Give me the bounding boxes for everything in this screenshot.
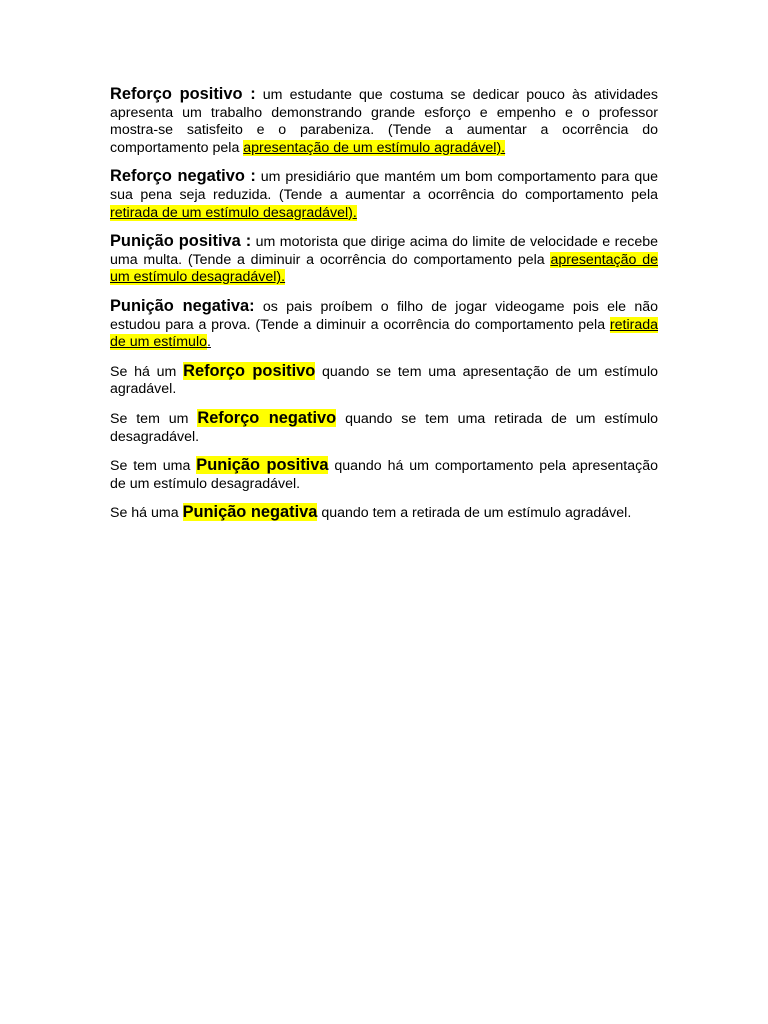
example-text: os pais proíbem o filho de jogar videogame pois ele não estudou para a prova. (Tende a diminuir a ocorrência do comportamento pela — [110, 298, 659, 333]
highlighted-text: retirada de um estímulo — [110, 316, 658, 351]
summary-rest-text: quando há um comportamento pela apresentação de um estímulo desagradável. — [110, 458, 658, 492]
term-label: Reforço positivo : — [110, 85, 256, 103]
summary-lead-text: Se tem uma — [110, 458, 197, 475]
summary-term-highlight: Punição negativa — [182, 503, 318, 522]
summary-reforco-positivo — [110, 363, 658, 399]
summary-punicao-positiva — [110, 457, 658, 493]
summary-rest-text: quando se tem uma apresentação de um estímulo agradável. — [110, 363, 658, 398]
summary-term-highlight: Reforço positivo — [183, 361, 316, 380]
summary-rest-text: quando tem a retirada de um estímulo agradável. — [317, 505, 632, 522]
definition-punicao-negativa — [110, 298, 658, 352]
highlighted-text: apresentação de um estímulo desagradável). — [110, 251, 658, 286]
summary-lead-text: Se há um — [110, 363, 184, 380]
summary-term-highlight: Punição positiva — [196, 456, 329, 475]
summary-term-highlight: Reforço negativo — [197, 408, 337, 427]
example-text: um estudante que costuma se dedicar pouco às atividades apresenta um trabalho demonstrando grande esforço e empenho e o professor mostra-se satisfeito e o parabeniza. (Tende a aumentar a ocorrência do comportamento pela — [110, 87, 658, 156]
definition-reforco-negativo — [110, 168, 658, 222]
summary-punicao-negativa — [110, 504, 658, 523]
summary-lead-text: Se há uma — [110, 505, 183, 522]
term-label: Punição negativa: — [110, 296, 255, 315]
summary-lead-text: Se tem um — [110, 410, 198, 427]
highlighted-text: apresentação de um estímulo agradável). — [243, 139, 506, 156]
example-text: um presidiário que mantém um bom comportamento para que sua pena seja reduzida. (Tende a aumentar a ocorrência do comportamento pela — [110, 169, 658, 203]
trailing-text: . — [207, 334, 211, 351]
document-body — [110, 86, 658, 534]
term-label: Punição positiva : — [110, 232, 252, 251]
term-label: Reforço negativo : — [110, 167, 256, 186]
summary-rest-text: quando se tem uma retirada de um estímulo desagradável. — [110, 410, 659, 445]
definition-punicao-positiva — [110, 233, 658, 287]
summary-reforco-negativo — [110, 410, 658, 446]
highlighted-text: retirada de um estímulo desagradável). — [110, 204, 357, 221]
example-text: um motorista que dirige acima do limite de velocidade e recebe uma multa. (Tende a diminuir a ocorrência do comportamento pela — [110, 234, 658, 268]
definition-reforco-positivo — [110, 86, 658, 157]
